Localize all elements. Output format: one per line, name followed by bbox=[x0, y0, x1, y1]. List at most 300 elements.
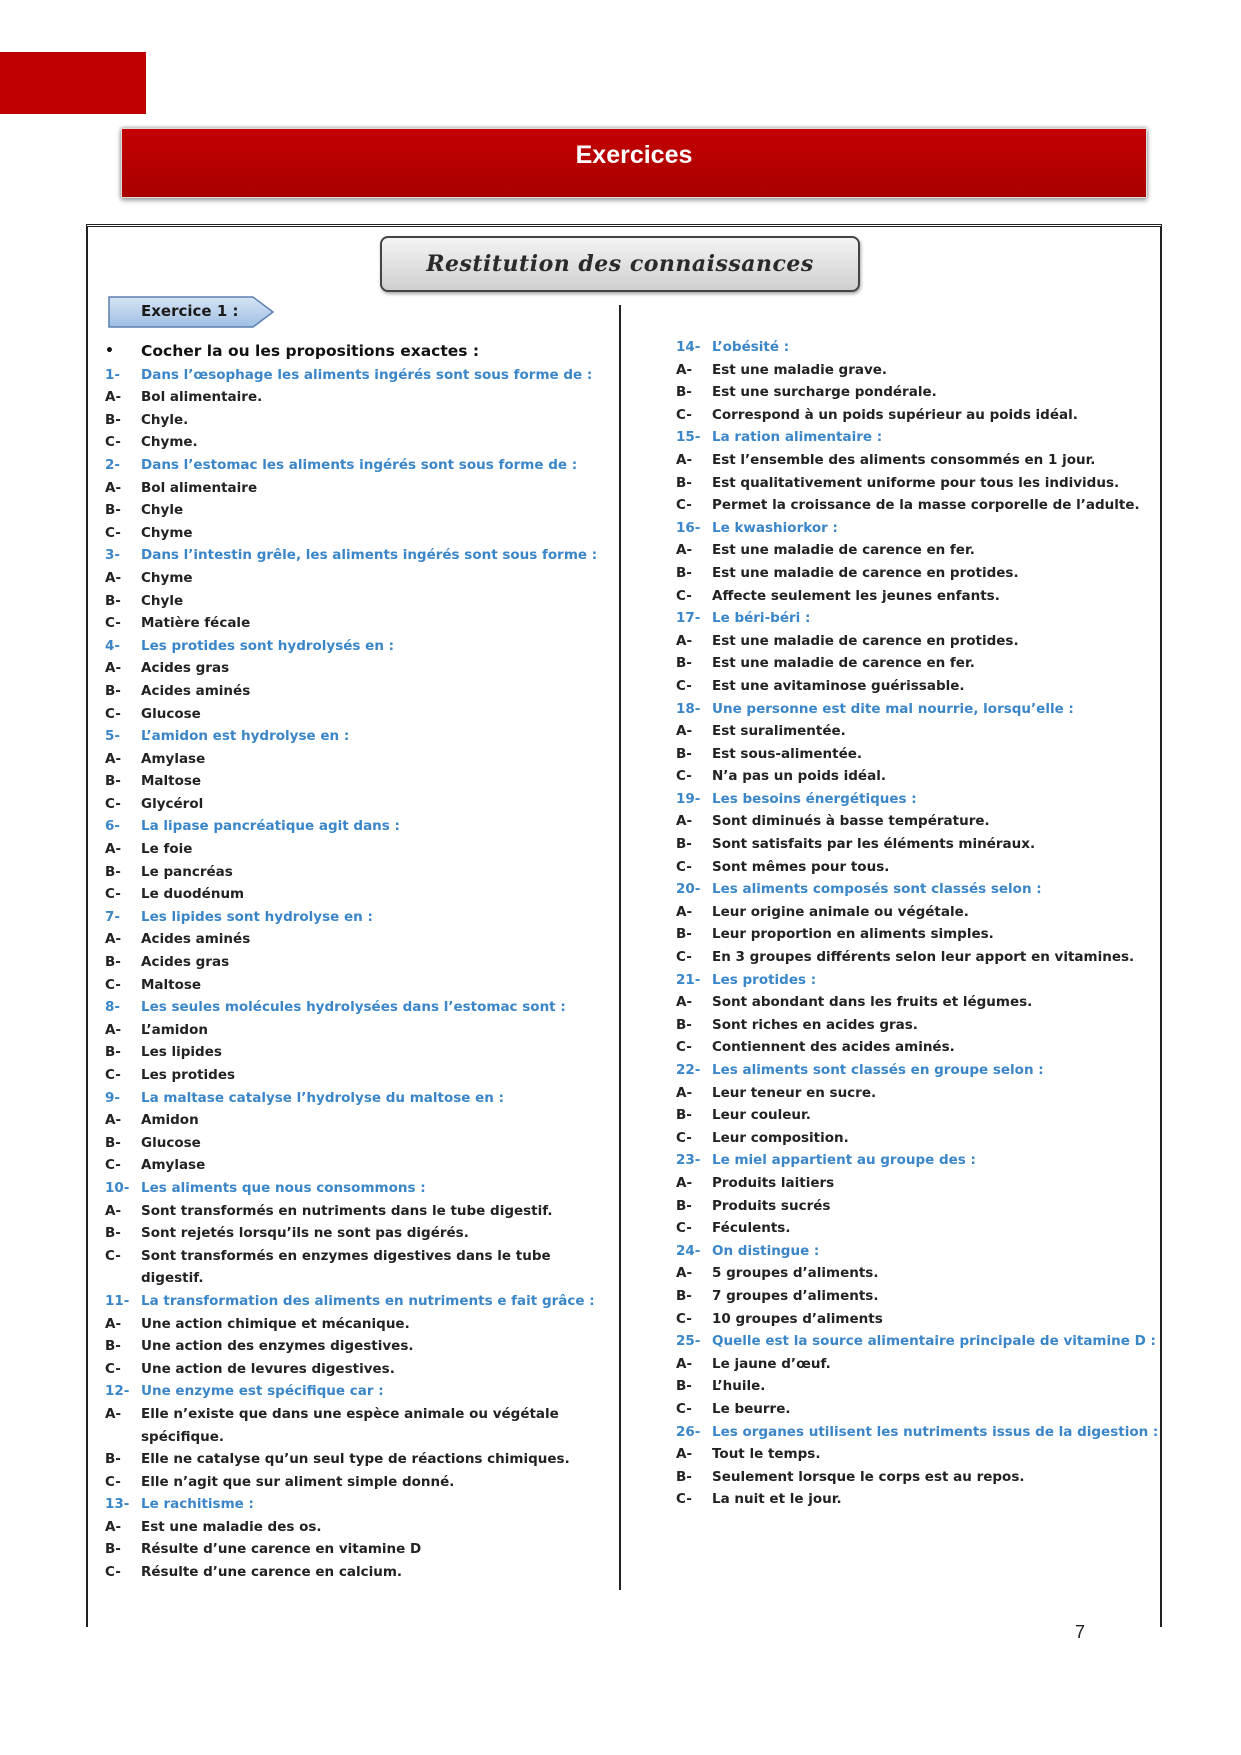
option-letter: B- bbox=[676, 1016, 692, 1033]
corner-tab bbox=[0, 52, 146, 114]
option-letter: C- bbox=[676, 677, 692, 694]
answer-option bbox=[105, 1109, 605, 1132]
page-title: Exercices bbox=[575, 141, 693, 169]
section-title: Restitution des connaissances bbox=[426, 251, 814, 277]
question-text: L’obésité : bbox=[712, 339, 790, 355]
answer-option bbox=[105, 1471, 605, 1494]
option-text: Est sous-alimentée. bbox=[712, 745, 863, 762]
question-item bbox=[676, 517, 1156, 540]
question-item bbox=[676, 969, 1156, 992]
option-text: Elle ne catalyse qu’un seul type de réactions chimiques. bbox=[141, 1451, 570, 1468]
answer-option bbox=[105, 1403, 605, 1448]
right-column bbox=[676, 336, 1159, 1511]
option-text: Est une maladie de carence en protides. bbox=[712, 564, 1019, 581]
answer-option bbox=[676, 585, 1156, 608]
option-text: Maltose bbox=[141, 773, 202, 790]
question-item bbox=[105, 815, 605, 838]
question-text: Dans l’estomac les aliments ingérés sont sous forme de : bbox=[141, 456, 578, 473]
option-letter: B- bbox=[676, 1107, 692, 1124]
option-letter: C- bbox=[105, 1564, 121, 1581]
option-letter: C- bbox=[676, 1129, 692, 1146]
question-text: Les protides : bbox=[712, 971, 817, 988]
option-letter: B- bbox=[676, 1197, 692, 1214]
answer-option bbox=[105, 1313, 605, 1336]
answer-option bbox=[676, 539, 1156, 562]
option-letter: C- bbox=[676, 768, 692, 785]
question-text: Le miel appartient au groupe des : bbox=[712, 1152, 976, 1169]
answer-option bbox=[676, 449, 1156, 472]
option-letter: B- bbox=[105, 1044, 121, 1061]
option-letter: A- bbox=[105, 660, 122, 677]
answer-option bbox=[105, 1222, 605, 1245]
question-text: Les seules molécules hydrolysées dans l’estomac sont : bbox=[141, 999, 566, 1016]
answer-option bbox=[676, 991, 1156, 1014]
option-text: Leur teneur en sucre. bbox=[712, 1084, 877, 1101]
option-letter: B- bbox=[676, 1287, 692, 1304]
option-text: Amylase bbox=[141, 1157, 206, 1174]
answer-option bbox=[676, 494, 1156, 517]
answer-option bbox=[676, 404, 1156, 427]
question-text: Les protides sont hydrolysés en : bbox=[141, 637, 395, 654]
question-text: Une enzyme est spécifique car : bbox=[141, 1383, 384, 1400]
answer-option bbox=[676, 381, 1156, 404]
option-letter: B- bbox=[676, 564, 692, 581]
answer-option bbox=[105, 1154, 605, 1177]
question-item bbox=[105, 544, 605, 567]
option-text: Est une maladie de carence en fer. bbox=[712, 655, 975, 672]
option-letter: B- bbox=[676, 384, 692, 401]
option-text: Le jaune d’œuf. bbox=[712, 1355, 831, 1372]
answer-option bbox=[105, 431, 605, 454]
question-number: 5- bbox=[105, 728, 120, 745]
option-letter: C- bbox=[105, 1473, 121, 1490]
option-text: Amidon bbox=[141, 1112, 199, 1129]
option-text: Matière fécale bbox=[141, 615, 251, 632]
question-number: 26- bbox=[676, 1423, 701, 1440]
answer-option bbox=[676, 1466, 1156, 1489]
answer-option bbox=[676, 720, 1156, 743]
answer-option bbox=[105, 861, 605, 884]
answer-option bbox=[676, 946, 1156, 969]
answer-option bbox=[105, 951, 605, 974]
column-divider bbox=[619, 305, 621, 1590]
option-text: Glycérol bbox=[141, 795, 204, 812]
question-item bbox=[105, 996, 605, 1019]
instruction bbox=[105, 340, 605, 363]
option-text: Sont abondant dans les fruits et légumes. bbox=[712, 994, 1033, 1011]
option-letter: A- bbox=[676, 994, 693, 1011]
question-item bbox=[105, 1493, 605, 1516]
option-letter: C- bbox=[105, 795, 121, 812]
option-text: Acides gras bbox=[141, 954, 230, 971]
option-letter: B- bbox=[105, 1451, 121, 1468]
answer-option bbox=[105, 1335, 605, 1358]
question-item bbox=[676, 788, 1156, 811]
option-text: Chyme bbox=[141, 524, 193, 541]
answer-option bbox=[676, 810, 1156, 833]
answer-option bbox=[676, 1353, 1156, 1376]
option-text: Sont mêmes pour tous. bbox=[712, 858, 890, 875]
option-text: Glucose bbox=[141, 1134, 201, 1151]
option-text: Une action des enzymes digestives. bbox=[141, 1338, 414, 1355]
question-number: 11- bbox=[105, 1292, 130, 1309]
question-number: 6- bbox=[105, 818, 120, 835]
option-text: Féculents. bbox=[712, 1220, 791, 1237]
option-letter: C- bbox=[676, 1220, 692, 1237]
answer-option bbox=[676, 856, 1156, 879]
option-text: Sont transformés en enzymes digestives dans le tube digestif. bbox=[141, 1247, 551, 1287]
option-letter: A- bbox=[676, 1174, 693, 1191]
option-letter: A- bbox=[676, 632, 693, 649]
question-text: Les aliments composés sont classés selon : bbox=[712, 881, 1042, 898]
answer-option bbox=[676, 1195, 1156, 1218]
question-number: 24- bbox=[676, 1242, 701, 1259]
answer-option bbox=[105, 793, 605, 816]
question-item bbox=[105, 1380, 605, 1403]
question-number: 21- bbox=[676, 971, 701, 988]
answer-option bbox=[105, 1538, 605, 1561]
question-text: On distingue : bbox=[712, 1242, 820, 1259]
question-text: Les lipides sont hydrolyse en : bbox=[141, 908, 373, 925]
question-number: 17- bbox=[676, 610, 701, 627]
section-header bbox=[380, 236, 860, 292]
question-item bbox=[676, 607, 1156, 630]
answer-option bbox=[676, 359, 1156, 382]
option-text: Tout le temps. bbox=[712, 1446, 821, 1463]
answer-option bbox=[676, 1285, 1156, 1308]
question-item bbox=[676, 1421, 1159, 1444]
option-text: Chyme bbox=[141, 569, 193, 586]
option-letter: A- bbox=[105, 1405, 122, 1422]
answer-option bbox=[105, 567, 605, 590]
option-text: Sont diminués à basse température. bbox=[712, 813, 990, 830]
option-letter: A- bbox=[676, 361, 693, 378]
option-letter: C- bbox=[105, 524, 121, 541]
instruction-text: Cocher la ou les propositions exactes : bbox=[141, 342, 480, 360]
question-number: 2- bbox=[105, 456, 120, 473]
option-text: Chyle bbox=[141, 592, 184, 609]
answer-option bbox=[676, 901, 1156, 924]
question-item bbox=[105, 454, 605, 477]
option-text: Résulte d’une carence en vitamine D bbox=[141, 1541, 422, 1558]
option-letter: A- bbox=[676, 813, 693, 830]
answer-option bbox=[676, 562, 1156, 585]
option-text: Résulte d’une carence en calcium. bbox=[141, 1564, 403, 1581]
option-text: L’amidon bbox=[141, 1021, 208, 1038]
option-letter: C- bbox=[676, 1310, 692, 1327]
option-letter: B- bbox=[676, 745, 692, 762]
question-text: Une personne est dite mal nourrie, lorsqu’elle : bbox=[712, 700, 1074, 717]
option-text: Est une maladie des os. bbox=[141, 1518, 322, 1535]
option-letter: C- bbox=[676, 587, 692, 604]
option-letter: B- bbox=[105, 1225, 121, 1242]
option-letter: C- bbox=[676, 1039, 692, 1056]
answer-option bbox=[676, 1082, 1156, 1105]
question-text: Quelle est la source alimentaire principale de vitamine D : bbox=[712, 1333, 1156, 1350]
option-letter: B- bbox=[105, 1338, 121, 1355]
question-number: 18- bbox=[676, 700, 701, 717]
option-text: Est l’ensemble des aliments consommés en 1 jour. bbox=[712, 451, 1096, 468]
answer-option bbox=[105, 974, 605, 997]
option-text: Correspond à un poids supérieur au poids idéal. bbox=[712, 406, 1078, 423]
option-text: Acides gras bbox=[141, 660, 230, 677]
option-text: Amylase bbox=[141, 750, 206, 767]
answer-option bbox=[105, 522, 605, 545]
option-text: Une action chimique et mécanique. bbox=[141, 1315, 410, 1332]
answer-option bbox=[676, 1014, 1156, 1037]
answer-option bbox=[676, 472, 1156, 495]
left-column bbox=[105, 340, 605, 1584]
answer-option bbox=[676, 1488, 1156, 1511]
question-item bbox=[676, 1330, 1156, 1353]
option-text: Est qualitativement uniforme pour tous les individus. bbox=[712, 474, 1120, 491]
answer-option bbox=[105, 1358, 605, 1381]
answer-option bbox=[676, 1127, 1156, 1150]
option-letter: A- bbox=[676, 723, 693, 740]
option-text: 10 groupes d’aliments bbox=[712, 1310, 883, 1327]
question-item bbox=[676, 336, 1156, 359]
question-text: La transformation des aliments en nutriments e fait grâce : bbox=[141, 1292, 595, 1309]
answer-option bbox=[105, 409, 605, 432]
header-banner bbox=[121, 128, 1147, 198]
answer-option bbox=[105, 612, 605, 635]
answer-option bbox=[105, 1041, 605, 1064]
option-letter: C- bbox=[105, 1067, 121, 1083]
right-question-list bbox=[676, 336, 1159, 1511]
answer-option bbox=[105, 703, 605, 726]
option-letter: B- bbox=[105, 773, 121, 790]
option-text: Affecte seulement les jeunes enfants. bbox=[712, 587, 1000, 604]
option-text: Est suralimentée. bbox=[712, 723, 846, 740]
option-text: En 3 groupes différents selon leur apport en vitamines. bbox=[712, 949, 1135, 966]
answer-option bbox=[676, 675, 1156, 698]
option-text: Maltose bbox=[141, 976, 202, 993]
question-item bbox=[676, 1149, 1156, 1172]
option-text: N’a pas un poids idéal. bbox=[712, 768, 886, 785]
option-letter: B- bbox=[676, 474, 692, 491]
answer-option bbox=[676, 1262, 1156, 1285]
answer-option bbox=[105, 838, 605, 861]
option-letter: B- bbox=[105, 1541, 121, 1558]
answer-option bbox=[105, 770, 605, 793]
option-text: Est une maladie grave. bbox=[712, 361, 888, 378]
option-text: Glucose bbox=[141, 705, 201, 722]
question-text: Le rachitisme : bbox=[141, 1496, 254, 1513]
option-letter: A- bbox=[105, 841, 122, 858]
option-letter: A- bbox=[105, 479, 122, 496]
option-letter: A- bbox=[105, 569, 122, 586]
option-text: Sont riches en acides gras. bbox=[712, 1016, 918, 1033]
question-number: 1- bbox=[105, 366, 120, 383]
answer-option bbox=[105, 1064, 605, 1087]
option-text: Est une maladie de carence en protides. bbox=[712, 632, 1019, 649]
question-item bbox=[676, 1059, 1156, 1082]
question-number: 16- bbox=[676, 519, 701, 536]
option-text: Produits laitiers bbox=[712, 1174, 835, 1191]
option-text: Les lipides bbox=[141, 1044, 222, 1061]
option-letter: C- bbox=[105, 1360, 121, 1377]
question-number: 22- bbox=[676, 1062, 701, 1078]
option-text: Une action de levures digestives. bbox=[141, 1360, 395, 1377]
option-letter: B- bbox=[676, 926, 692, 943]
answer-option bbox=[105, 1561, 605, 1584]
question-item bbox=[105, 725, 605, 748]
option-letter: A- bbox=[676, 903, 693, 920]
question-number: 19- bbox=[676, 790, 701, 807]
question-number: 4- bbox=[105, 637, 120, 654]
question-number: 14- bbox=[676, 339, 701, 355]
option-text: Acides aminés bbox=[141, 931, 251, 948]
answer-option bbox=[105, 883, 605, 906]
question-text: Dans l’intestin grêle, les aliments ingérés sont sous forme : bbox=[141, 547, 598, 564]
option-text: Le duodénum bbox=[141, 886, 245, 903]
option-letter: B- bbox=[105, 954, 121, 971]
option-text: Est une avitaminose guérissable. bbox=[712, 677, 965, 694]
exercise-tag bbox=[107, 295, 275, 329]
question-item bbox=[105, 1087, 605, 1110]
option-letter: A- bbox=[105, 389, 122, 406]
option-text: Leur origine animale ou végétale. bbox=[712, 903, 969, 920]
option-text: Elle n’agit que sur aliment simple donné. bbox=[141, 1473, 455, 1490]
answer-option bbox=[676, 923, 1156, 946]
answer-option bbox=[676, 630, 1156, 653]
option-text: Sont satisfaits par les éléments minéraux. bbox=[712, 836, 1036, 853]
option-text: Elle n’existe que dans une espèce animale ou végétale spécifique. bbox=[141, 1405, 559, 1445]
answer-option bbox=[105, 1200, 605, 1223]
option-text: Leur proportion en aliments simples. bbox=[712, 926, 994, 943]
option-letter: A- bbox=[676, 451, 693, 468]
answer-option bbox=[676, 1036, 1156, 1059]
question-text: Les besoins énergétiques : bbox=[712, 790, 917, 807]
answer-option bbox=[105, 657, 605, 680]
option-letter: A- bbox=[105, 1202, 122, 1219]
option-text: Chyle. bbox=[141, 411, 189, 428]
option-letter: B- bbox=[105, 502, 121, 519]
question-item bbox=[105, 906, 605, 929]
option-letter: C- bbox=[105, 1247, 121, 1264]
question-item bbox=[676, 878, 1156, 901]
option-text: Contiennent des acides aminés. bbox=[712, 1039, 955, 1056]
option-text: Sont rejetés lorsqu’ils ne sont pas digérés. bbox=[141, 1225, 469, 1242]
answer-option bbox=[105, 1132, 605, 1155]
question-text: Le kwashiorkor : bbox=[712, 519, 838, 536]
question-number: 15- bbox=[676, 429, 701, 446]
question-text: Les aliments sont classés en groupe selon : bbox=[712, 1062, 1044, 1078]
answer-option bbox=[676, 1308, 1156, 1331]
answer-option bbox=[105, 1019, 605, 1042]
option-letter: C- bbox=[105, 976, 121, 993]
option-text: Bol alimentaire bbox=[141, 479, 258, 496]
answer-option bbox=[676, 765, 1156, 788]
option-letter: A- bbox=[105, 931, 122, 948]
question-item bbox=[105, 1290, 605, 1313]
option-text: Le pancréas bbox=[141, 863, 233, 880]
option-text: Est une maladie de carence en fer. bbox=[712, 542, 975, 559]
answer-option bbox=[105, 499, 605, 522]
option-text: Sont transformés en nutriments dans le tube digestif. bbox=[141, 1202, 553, 1219]
option-letter: A- bbox=[676, 542, 693, 559]
option-letter: C- bbox=[676, 949, 692, 966]
option-letter: B- bbox=[105, 1134, 121, 1151]
question-text: Les aliments que nous consommons : bbox=[141, 1179, 426, 1196]
question-text: La maltase catalyse l’hydrolyse du maltose en : bbox=[141, 1089, 505, 1106]
option-letter: C- bbox=[105, 434, 121, 451]
answer-option bbox=[105, 680, 605, 703]
option-text: Permet la croissance de la masse corporelle de l’adulte. bbox=[712, 497, 1140, 514]
exercise-label: Exercice 1 : bbox=[141, 302, 239, 320]
bullet-icon: • bbox=[105, 343, 114, 359]
option-text: La nuit et le jour. bbox=[712, 1491, 842, 1508]
answer-option bbox=[105, 748, 605, 771]
option-text: Le beurre. bbox=[712, 1400, 791, 1417]
option-letter: B- bbox=[676, 836, 692, 853]
option-letter: B- bbox=[676, 1468, 692, 1485]
question-item bbox=[676, 1240, 1156, 1263]
option-text: Leur couleur. bbox=[712, 1107, 811, 1124]
answer-option bbox=[105, 928, 605, 951]
option-letter: C- bbox=[105, 615, 121, 632]
question-number: 13- bbox=[105, 1496, 130, 1513]
question-number: 25- bbox=[676, 1333, 701, 1350]
answer-option bbox=[105, 590, 605, 613]
question-text: Dans l’œsophage les aliments ingérés sont sous forme de : bbox=[141, 366, 593, 383]
option-letter: C- bbox=[676, 858, 692, 875]
option-text: 5 groupes d’aliments. bbox=[712, 1265, 879, 1282]
option-letter: A- bbox=[105, 1112, 122, 1129]
answer-option bbox=[105, 386, 605, 409]
option-letter: B- bbox=[105, 411, 121, 428]
option-letter: B- bbox=[105, 682, 121, 699]
option-letter: A- bbox=[676, 1265, 693, 1282]
answer-option bbox=[676, 1398, 1156, 1421]
option-letter: C- bbox=[676, 1400, 692, 1417]
left-question-list bbox=[105, 364, 605, 1584]
question-item bbox=[676, 698, 1156, 721]
question-number: 23- bbox=[676, 1152, 701, 1169]
question-text: L’amidon est hydrolyse en : bbox=[141, 728, 350, 745]
answer-option bbox=[676, 1217, 1156, 1240]
answer-option bbox=[676, 833, 1156, 856]
option-letter: A- bbox=[105, 1021, 122, 1038]
option-letter: A- bbox=[105, 1518, 122, 1535]
question-number: 9- bbox=[105, 1089, 120, 1106]
option-text: Est une surcharge pondérale. bbox=[712, 384, 937, 401]
answer-option bbox=[105, 1448, 605, 1471]
option-text: L’huile. bbox=[712, 1378, 766, 1395]
answer-option bbox=[676, 1375, 1156, 1398]
question-number: 3- bbox=[105, 547, 120, 564]
question-text: Les organes utilisent les nutriments issus de la digestion : bbox=[712, 1423, 1159, 1440]
option-letter: C- bbox=[676, 1491, 692, 1508]
question-text: La lipase pancréatique agit dans : bbox=[141, 818, 400, 835]
question-item bbox=[105, 1177, 605, 1200]
answer-option bbox=[105, 477, 605, 500]
option-letter: A- bbox=[676, 1355, 693, 1372]
question-item bbox=[105, 364, 605, 387]
question-number: 8- bbox=[105, 999, 120, 1016]
option-text: Leur composition. bbox=[712, 1129, 849, 1146]
question-text: Le béri-béri : bbox=[712, 610, 811, 627]
page-number: 7 bbox=[1075, 1622, 1086, 1642]
option-letter: A- bbox=[105, 1315, 122, 1332]
option-letter: B- bbox=[105, 592, 121, 609]
option-text: Le foie bbox=[141, 841, 193, 858]
question-number: 10- bbox=[105, 1179, 130, 1196]
option-text: 7 groupes d’aliments. bbox=[712, 1287, 879, 1304]
question-item bbox=[105, 635, 605, 658]
question-number: 12- bbox=[105, 1383, 130, 1400]
question-text: La ration alimentaire : bbox=[712, 429, 883, 446]
